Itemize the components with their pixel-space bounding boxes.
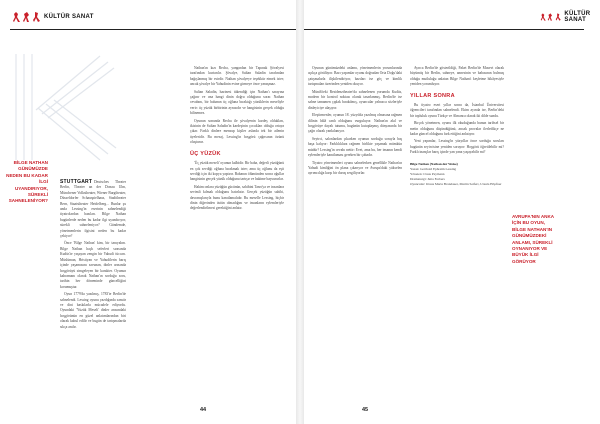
logo-text: KÜLTÜR SANAT (44, 14, 94, 20)
book-gutter (296, 0, 304, 424)
magazine-logo (12, 11, 94, 23)
credits-line: Yazan: Gotthold Ephraim Lessing (410, 166, 457, 171)
dancer-figure-icon (32, 11, 41, 23)
paragraph: Eleştirmenler, oyunun 18. yüzyılda yazılmış olmasına rağmen dilinin hâlâ canlı olduğunu vurguluyor. Nathan'ın akıl ve hoşgörüye dayalı tutumu, bugünün kutuplaşmış dünyasında bir çağrı olarak yankılanıyor. (308, 113, 402, 134)
paragraph: Tiyatro yönetmenleri oyunu sahnelerken genellikle Nathan'ın Yahudi kimliğini ön plana çıkarıyor ve Avrupa'daki yükselen ayrımcılığa karşı bir duruş sergiliyorlar. (308, 160, 402, 176)
paragraph: 'Üç yüzük meseli' oyunun kalbidir. Bir baba, değerli yüzüğünü en çok sevdiği oğluna bırakmak ister; ama üç oğlunu da eşit sevdiği için iki kopya yaptırır. Babanın ölümünden sonra oğullar hangisinin gerçek yüzük olduğunu tartışır ve hakime başvururlar. (190, 161, 284, 182)
dancer-figure-icon (22, 11, 31, 23)
dancer-figure-icon (12, 11, 21, 23)
credits-line: Yöneten: Claus Peymann (410, 171, 445, 176)
header-rule (10, 29, 296, 30)
dateline: STUTTGART (60, 179, 93, 185)
paragraph: Sultan Saladin, hazinesi tükendiği için Nathan'ı sarayına çağırır ve ona hangi dinin doğru olduğunu sorar. Nathan cevabını, bir babanın üç oğluna bıraktığı yüzüklerin meseliyle verir: üç yüzük birbirinin aynısıdır ve hangisinin gerçek olduğu bilinemez. (190, 89, 284, 116)
section-heading: YILLAR SONRA (410, 92, 455, 99)
paragraph: Önce 'Bilge Nathan' kim, bir tanıyalım. Bilge Nathan haçlı seferleri sırasında Kudüs'te yaşayan zengin bir Yahudi tüccarı. Müslüman, Hristiyan ve Yahudilerin barış içinde yaşamasını savunan, dinler arasında hoşgörüyü simgeleyen bir karakter. Oyunun kahramanı olarak Nathan'ın sorduğu soru, tarihin her döneminde güncelliğini korumuştur. (60, 241, 126, 289)
dancer-figure-icon (555, 11, 561, 23)
pull-quote: AVRUPA'NIN ANKA İÇİN BU OYUN, BİLGE NATHAN'IN GÜNÜMÜZDEKİ ANLAMI, SÜREKLİ OYNANIYOR VE BÜYÜK İLGİ GÖRÜYOR (512, 214, 554, 264)
article-column-3 (308, 66, 402, 179)
article-column-4 (410, 66, 504, 187)
paragraph: Ayrıca Berlin'de gösterildiği, Paket Berlin'de Musevi olarak büyümüş bir Berlin, sahneye, annesinin ve babasının bulmuş olduğu mutluluğu anlatan Bilge Nathan'ı keşfetme hikâyesiyle yeniden yorumluyor. (410, 66, 504, 87)
paragraph: Yeni yapımlar, Lessing'in yüzyıllar önce sorduğu soruları bugünün seyircisine yeniden soruyor: Hoşgörü öğretilebilir mi? Farklı inançlar barış içinde yan yana yaşayabilir mi? (410, 139, 504, 155)
article-column-1 (60, 180, 126, 332)
page-number: 45 (362, 407, 369, 413)
credits-line: Dramaturgi: Jutta Ferbers (410, 176, 445, 181)
dancer-figure-icon (547, 11, 553, 23)
credits-line: Oyuncular: Klaus Maria Brandauer, Martin Seifert, Ursula Höpfner (410, 181, 502, 186)
dancer-figure-icon (540, 11, 546, 23)
logo-text: KÜLTÜR SANAT (564, 11, 591, 23)
magazine-logo (540, 11, 600, 23)
paragraph: Nathan'ın kızı Recha, yangından bir Tapınak Şövalyesi tarafından kurtarılır. Şövalye, Sultan Saladin tarafından bağışlanmış bir esirdir. Nathan şövalyeye teşekkür etmek ister; ancak şövalye bir Yahudinin evine girmeye önce yanaşmaz. (190, 66, 284, 87)
article-column-2 (190, 66, 284, 214)
pull-quote: BİLGE NATHAN GÜNÜMÜZDE NEDEN BU KADAR İLGİ UYANDIRIYOR, SÜREKLİ SAHNELENİYOR? (6, 160, 48, 204)
paragraph: Münih'teki Residenztheater'da sahnelenen yorumda Kudüs, modern bir kontrol noktası olarak tasarlanmış. Berlin'de ise sahne tamamen çıplak bırakılmış, oyuncular yalnızca sözleriyle dinleyiciye ulaşıyor. (308, 89, 402, 110)
page-number: 44 (200, 407, 207, 413)
paragraph: Hakim onlara yüzüğün gücünün, sahibini Tanrı'ya ve insanlara sevimli kılmak olduğunu hatırlatır. Gerçek yüzüğün sahibi, davranışlarıyla bunu kanıtlamalıdır. Bu meselle Lessing, hiçbir dinin diğerinden üstün olmadığını ve insanların eylemleriyle değerlendirilmesi gerektiğini anlatır. (190, 184, 284, 211)
left-page (0, 0, 296, 424)
right-page (304, 0, 600, 424)
paragraph: Birçok yönetmen, oyunu ilk okuduğunda bunun tarihsel bir metin olduğunu düşündüğünü, ancak provalar ilerledikçe ne kadar güncel olduğunu fark ettiğini anlatıyor. (410, 121, 504, 137)
paragraph: Oyunun günümüzdeki anlamı, yönetmenlerin yorumlarında açıkça görülüyor. Bazı yapımlar oyunu doğrudan Orta Doğu'daki çatışmalarla ilişkilendiriyor, bazıları ise göç ve kimlik tartışmaları üzerinden yeniden okuyor. (308, 66, 402, 87)
paragraph: Seyirci, salonlardan çıkarken oyunun sorduğu soruyla baş başa kalıyor: Farklılıklara rağmen birlikte yaşamak mümkün müdür? Lessing'in cevabı nettir: Evet, ama bu, her insanın kendi eylemleriyle kanıtlaması gereken bir çabadır. (308, 136, 402, 158)
section-heading: ÜÇ YÜZÜK (190, 150, 221, 157)
paragraph: Deutsches Theater Berlin, Theater an der Donau Ulm, Münchener Volkstheater, Wiener Burgtheater, Düsseldorfer Schauspielhaus, Stadttheater Bern, Staatstheater Heidelberg... Bunlar şu anda Lessing'in eserinin sahnelendiği tiyatrolardan bazıları. Bilge Nathan bugünlerde neden bu kadar ilgi uyandırıyor, sürekli sahneleniyor? Gündemde, yönetmenlerin ilgisini neden bu kadar çekiyor? (60, 180, 126, 239)
header-rule (304, 29, 584, 30)
production-credits (410, 162, 504, 187)
decorative-letter-k-graphic (8, 48, 120, 166)
paragraph: Bu tiyatro eseri yıllar sonra da, İstanbul Üniversitesi öğrencileri tarafından sahnelendi. Ekim ayında ise, Berlin'deki bir topluluk oyunu Türkçe ve Almanca olarak iki dilde sundu. (410, 103, 504, 118)
paragraph: Oyun 1779'da yazılmış, 1783'te Berlin'de sahnelendi. Lessing oyunu yazdığında sansür ve dini baskılarla mücadele ediyordu. Oyundaki 'Yüzük Meseli' dinler arasındaki hoşgörünün en güzel anlatımlarından biri olarak kabul edilir ve bugün de tartışmalarda sıkça anılır. (60, 292, 126, 329)
credits-heading: Bilge Nathan (Nathan der Weise) (410, 161, 458, 166)
paragraph: Oyunun sonunda Recha ile şövalyenin kardeş oldukları, ikisinin de Sultan Saladin'in kardeşinin çocukları olduğu ortaya çıkar. Farklı dinlere mensup kişiler aslında tek bir ailenin üyeleridir. Bu mesaj, Lessing'in hoşgörü çağrısının özünü oluşturur. (190, 118, 284, 145)
